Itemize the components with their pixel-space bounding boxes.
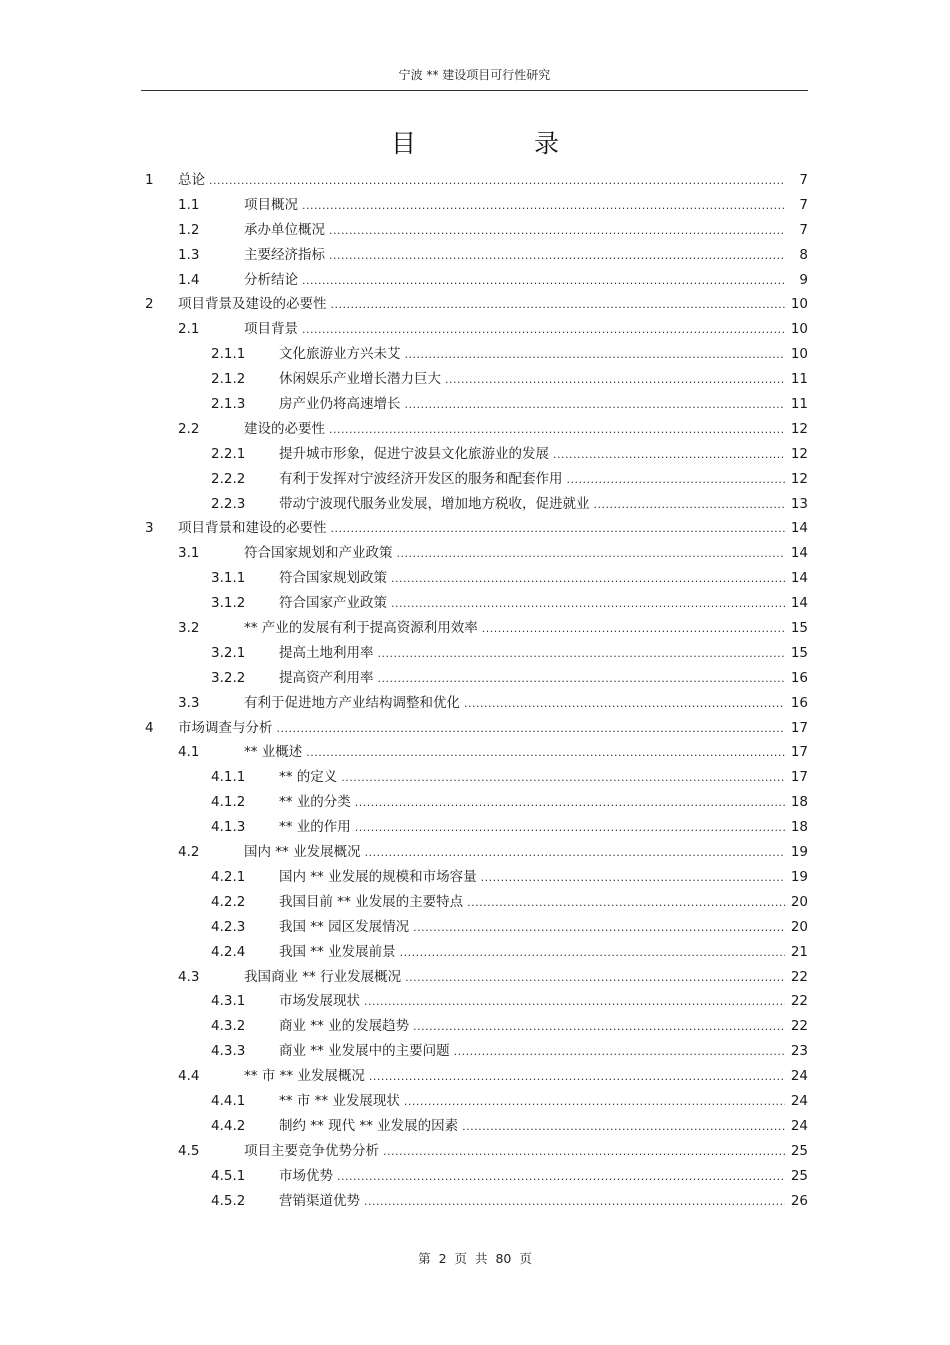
toc-entry-number: 4.2.3 [211, 918, 246, 935]
toc-entry[interactable] [141, 317, 808, 342]
toc-entry-label: ** 业概述 [244, 744, 303, 761]
toc-entry-label: ** 业的作用 [279, 819, 351, 836]
toc-entry-page: 7 [799, 172, 808, 188]
toc-entry-line [244, 243, 808, 269]
toc-entry[interactable] [141, 1164, 808, 1189]
toc-entry-label: 制约 ** 现代 ** 业发展的因素 [279, 1117, 459, 1134]
toc-entry-number: 4.2.1 [211, 868, 246, 885]
toc-entry[interactable] [141, 1189, 808, 1214]
toc-entry-page: 26 [790, 1192, 808, 1209]
toc-entry-page: 8 [799, 246, 808, 263]
dot-leader [277, 717, 786, 742]
dot-leader [378, 667, 786, 692]
toc-entry-page: 11 [790, 371, 808, 388]
dot-leader [331, 293, 786, 318]
dot-leader [329, 244, 785, 269]
toc-entry-number: 4.3.3 [211, 1043, 246, 1060]
dot-leader [413, 1015, 785, 1040]
toc-entry-line [279, 492, 808, 518]
toc-entry-page: 10 [790, 321, 808, 338]
toc-entry[interactable] [141, 467, 808, 492]
toc-entry-label: ** 业的分类 [279, 794, 351, 811]
toc-entry-page: 14 [790, 595, 808, 612]
toc-entry[interactable] [141, 516, 808, 541]
toc-entry-number: 2.1.3 [211, 396, 246, 413]
toc-entry[interactable] [141, 218, 808, 243]
toc-entry-label: 商业 ** 业的发展趋势 [279, 1018, 410, 1035]
toc-entry-line [279, 342, 808, 368]
dot-leader [567, 468, 786, 493]
toc-entry-label: 符合国家产业政策 [279, 595, 387, 612]
toc-entry-label: 符合国家规划和产业政策 [244, 545, 393, 562]
toc-entry[interactable] [141, 890, 808, 915]
toc-entry-page: 20 [790, 918, 808, 935]
toc-entry-page: 16 [790, 669, 808, 686]
table-of-contents [141, 168, 808, 1213]
toc-entry[interactable] [141, 915, 808, 940]
toc-entry-line [279, 442, 808, 468]
dot-leader [302, 194, 785, 219]
toc-entry-page: 18 [790, 794, 808, 811]
toc-entry-label: 建设的必要性 [244, 420, 325, 437]
toc-entry-label: 提高资产利用率 [279, 669, 374, 686]
toc-entry-number: 2 [145, 296, 154, 313]
toc-entry[interactable] [141, 840, 808, 865]
toc-entry-page: 10 [790, 346, 808, 363]
dot-leader [454, 1040, 785, 1065]
dot-leader [594, 493, 786, 518]
toc-entry[interactable] [141, 989, 808, 1014]
toc-entry-page: 22 [790, 993, 808, 1010]
toc-entry-number: 4.4.1 [211, 1092, 246, 1109]
toc-entry-page: 24 [790, 1068, 808, 1085]
toc-entry-label: 项目概况 [244, 196, 298, 213]
toc-entry-page: 16 [790, 694, 808, 711]
toc-entry-page: 20 [790, 893, 808, 910]
toc-entry[interactable] [141, 1064, 808, 1089]
toc-entry-line [279, 566, 808, 592]
toc-entry-page: 10 [790, 296, 808, 313]
toc-entry-label: 市场调查与分析 [178, 719, 273, 736]
toc-entry-number: 4 [145, 719, 154, 736]
toc-entry-number: 2.1 [178, 321, 200, 338]
dot-leader [391, 567, 785, 592]
toc-entry-label: 市场发展现状 [279, 993, 360, 1010]
toc-entry[interactable] [141, 666, 808, 691]
toc-entry-line [279, 1014, 808, 1040]
toc-entry-line [279, 1089, 808, 1115]
toc-entry-label: ** 的定义 [279, 769, 338, 786]
toc-entry[interactable] [141, 1139, 808, 1164]
toc-entry-number: 4.1.2 [211, 794, 246, 811]
toc-entry[interactable] [141, 765, 808, 790]
toc-entry-label: 总论 [178, 172, 205, 188]
toc-entry-page: 17 [790, 744, 808, 761]
toc-entry-label: 带动宁波现代服务业发展，增加地方税收，促进就业 [279, 495, 590, 512]
toc-entry-line [244, 268, 808, 294]
dot-leader [369, 1065, 785, 1090]
toc-entry-line [244, 616, 808, 642]
dot-leader [445, 368, 785, 393]
toc-entry-line [244, 417, 808, 443]
dot-leader [553, 443, 785, 468]
toc-entry-line [178, 716, 808, 742]
toc-entry-number: 4.2.4 [211, 943, 246, 960]
toc-entry-label: 主要经济指标 [244, 246, 325, 263]
toc-entry[interactable] [141, 1114, 808, 1139]
toc-entry-number: 4.2 [178, 844, 200, 861]
toc-entry-line [279, 815, 808, 841]
dot-leader [405, 343, 786, 368]
dot-leader [355, 791, 785, 816]
toc-entry[interactable] [141, 566, 808, 591]
toc-entry-line [244, 1064, 808, 1090]
dot-leader [209, 169, 785, 194]
toc-entry-page: 25 [790, 1142, 808, 1159]
dot-leader [391, 592, 785, 617]
toc-entry[interactable] [141, 1014, 808, 1039]
dot-leader [355, 816, 785, 841]
toc-entry-line [279, 367, 808, 393]
toc-entry-label: 项目背景和建设的必要性 [178, 520, 327, 537]
dot-leader [405, 966, 785, 991]
toc-entry-line [279, 641, 808, 667]
toc-entry-line [178, 292, 808, 318]
toc-entry-page: 25 [790, 1167, 808, 1184]
toc-entry-page: 12 [790, 445, 808, 462]
toc-entry-line [279, 1164, 808, 1190]
page-header: 宁波 ** 建设项目可行性研究 [398, 68, 551, 82]
toc-entry-label: ** 市 ** 业发展现状 [279, 1092, 400, 1109]
toc-entry-page: 22 [790, 1018, 808, 1035]
toc-entry-page: 15 [790, 620, 808, 637]
toc-entry[interactable] [141, 790, 808, 815]
dot-leader [482, 617, 785, 642]
toc-entry-page: 19 [790, 844, 808, 861]
toc-entry-number: 4.4 [178, 1068, 200, 1085]
toc-entry-page: 18 [790, 819, 808, 836]
toc-entry-line [279, 765, 808, 791]
toc-entry-page: 14 [790, 520, 808, 537]
dot-leader [329, 418, 785, 443]
toc-entry-line [244, 840, 808, 866]
toc-entry-page: 22 [790, 968, 808, 985]
toc-entry[interactable] [141, 641, 808, 666]
toc-entry-number: 2.1.2 [211, 371, 246, 388]
toc-entry-page: 21 [790, 943, 808, 960]
toc-entry-number: 4.3.2 [211, 1018, 246, 1035]
toc-entry[interactable] [141, 616, 808, 641]
dot-leader [467, 891, 785, 916]
toc-entry-line [244, 541, 808, 567]
toc-entry-number: 3.1 [178, 545, 200, 562]
toc-entry-line [279, 865, 808, 891]
dot-leader [400, 941, 785, 966]
toc-entry[interactable] [141, 940, 808, 965]
toc-entry-number: 3.3 [178, 694, 200, 711]
toc-entry-line [279, 989, 808, 1015]
toc-entry-label: 有利于促进地方产业结构调整和优化 [244, 694, 460, 711]
dot-leader [364, 990, 785, 1015]
toc-entry-number: 2.2.2 [211, 470, 246, 487]
toc-entry-label: 我国商业 ** 行业发展概况 [244, 968, 402, 985]
toc-entry-line [279, 1039, 808, 1065]
toc-entry-number: 4.5.2 [211, 1192, 246, 1209]
toc-entry-line [178, 516, 808, 542]
toc-entry-label: 项目背景 [244, 321, 298, 338]
dot-leader [383, 1140, 785, 1165]
toc-entry-page: 17 [790, 769, 808, 786]
toc-entry-line [279, 915, 808, 941]
toc-entry[interactable] [141, 815, 808, 840]
toc-entry[interactable] [141, 342, 808, 367]
toc-entry-label: 营销渠道优势 [279, 1192, 360, 1209]
toc-entry-label: ** 产业的发展有利于提高资源利用效率 [244, 620, 478, 637]
dot-leader [337, 1165, 785, 1190]
toc-entry[interactable] [141, 691, 808, 716]
toc-entry-label: 国内 ** 业发展概况 [244, 844, 361, 861]
toc-entry[interactable] [141, 865, 808, 890]
page-footer: 第 2 页 共 80 页 [418, 1251, 532, 1266]
toc-title: 目 录 [391, 129, 614, 158]
toc-entry-line [244, 218, 808, 244]
toc-entry[interactable] [141, 740, 808, 765]
toc-entry-line [178, 168, 808, 194]
toc-entry-line [279, 591, 808, 617]
toc-entry-page: 15 [790, 644, 808, 661]
toc-entry-number: 1.2 [178, 221, 200, 238]
toc-entry-number: 2.2.3 [211, 495, 246, 512]
toc-entry-label: 房产业仍将高速增长 [279, 396, 401, 413]
toc-entry-line [279, 467, 808, 493]
dot-leader [341, 766, 785, 791]
toc-entry-number: 3.2.2 [211, 669, 246, 686]
toc-entry-number: 4.3 [178, 968, 200, 985]
toc-entry-label: 符合国家规划政策 [279, 570, 387, 587]
toc-entry-page: 12 [790, 470, 808, 487]
toc-entry[interactable] [141, 392, 808, 417]
toc-entry-label: 商业 ** 业发展中的主要问题 [279, 1043, 450, 1060]
toc-entry[interactable] [141, 541, 808, 566]
toc-entry-label: 承办单位概况 [244, 221, 325, 238]
toc-entry[interactable] [141, 591, 808, 616]
toc-entry[interactable] [141, 492, 808, 517]
toc-entry-number: 1 [145, 172, 154, 188]
dot-leader [464, 692, 785, 717]
toc-entry-label: 休闲娱乐产业增长潜力巨大 [279, 371, 441, 388]
toc-entry-label: 分析结论 [244, 271, 298, 288]
toc-entry-label: 项目背景及建设的必要性 [178, 296, 327, 313]
toc-entry-number: 3.2 [178, 620, 200, 637]
toc-entry-label: ** 市 ** 业发展概况 [244, 1068, 365, 1085]
toc-entry-number: 3 [145, 520, 154, 537]
toc-entry-label: 我国目前 ** 业发展的主要特点 [279, 893, 464, 910]
toc-entry[interactable] [141, 1039, 808, 1064]
toc-entry-number: 2.2.1 [211, 445, 246, 462]
toc-entry-line [279, 392, 808, 418]
toc-entry-label: 提升城市形象，促进宁波县文化旅游业的发展 [279, 445, 549, 462]
toc-entry[interactable] [141, 292, 808, 317]
dot-leader [413, 916, 785, 941]
toc-entry-line [279, 890, 808, 916]
toc-entry-number: 4.1 [178, 744, 200, 761]
toc-entry-line [244, 965, 808, 991]
dot-leader [306, 741, 785, 766]
toc-entry-page: 11 [790, 396, 808, 413]
toc-entry-label: 我国 ** 业发展前景 [279, 943, 396, 960]
toc-entry-number: 3.1.1 [211, 570, 246, 587]
toc-entry-page: 19 [790, 868, 808, 885]
toc-entry-label: 项目主要竞争优势分析 [244, 1142, 379, 1159]
toc-entry[interactable] [141, 442, 808, 467]
toc-entry[interactable] [141, 193, 808, 218]
toc-entry-number: 2.2 [178, 420, 200, 437]
toc-entry-label: 有利于发挥对宁波经济开发区的服务和配套作用 [279, 470, 563, 487]
toc-entry[interactable] [141, 243, 808, 268]
dot-leader [378, 642, 786, 667]
toc-entry[interactable] [141, 716, 808, 741]
toc-entry[interactable] [141, 417, 808, 442]
dot-leader [364, 1190, 785, 1215]
dot-leader [302, 318, 785, 343]
toc-entry-page: 12 [790, 420, 808, 437]
dot-leader [462, 1115, 785, 1140]
toc-entry-page: 7 [799, 196, 808, 213]
toc-entry-line [279, 790, 808, 816]
dot-leader [302, 269, 785, 294]
toc-entry-page: 24 [790, 1117, 808, 1134]
dot-leader [481, 866, 785, 891]
toc-entry-page: 7 [799, 221, 808, 238]
toc-entry-label: 我国 ** 园区发展情况 [279, 918, 410, 935]
toc-entry-page: 9 [799, 271, 808, 288]
dot-leader [331, 517, 786, 542]
toc-entry-line [279, 1114, 808, 1140]
dot-leader [365, 841, 785, 866]
dot-leader [397, 542, 786, 567]
toc-entry-number: 4.3.1 [211, 993, 246, 1010]
toc-entry[interactable] [141, 965, 808, 990]
toc-entry-line [279, 1189, 808, 1215]
toc-entry-page: 14 [790, 545, 808, 562]
dot-leader [405, 393, 786, 418]
toc-entry[interactable] [141, 367, 808, 392]
toc-entry-number: 2.1.1 [211, 346, 246, 363]
dot-leader [329, 219, 785, 244]
toc-entry-number: 4.4.2 [211, 1117, 246, 1134]
dot-leader [404, 1090, 785, 1115]
toc-entry-number: 1.1 [178, 196, 200, 213]
toc-entry-number: 1.4 [178, 271, 200, 288]
toc-entry[interactable] [141, 1089, 808, 1114]
toc-entry-line [279, 940, 808, 966]
toc-entry-number: 4.2.2 [211, 893, 246, 910]
toc-entry-line [244, 317, 808, 343]
toc-entry-number: 4.1.1 [211, 769, 246, 786]
toc-entry-number: 4.5 [178, 1142, 200, 1159]
toc-entry-line [244, 193, 808, 219]
toc-entry-line [279, 666, 808, 692]
toc-entry-line [244, 1139, 808, 1165]
toc-entry-number: 4.1.3 [211, 819, 246, 836]
toc-entry-page: 13 [790, 495, 808, 512]
toc-entry-line [244, 691, 808, 717]
toc-entry-label: 提高土地利用率 [279, 644, 374, 661]
toc-entry-label: 文化旅游业方兴未艾 [279, 346, 401, 363]
header-rule [141, 90, 808, 91]
toc-entry-number: 4.5.1 [211, 1167, 246, 1184]
toc-entry-page: 17 [790, 719, 808, 736]
toc-entry-label: 国内 ** 业发展的规模和市场容量 [279, 868, 477, 885]
toc-entry-page: 14 [790, 570, 808, 587]
toc-entry-line [244, 740, 808, 766]
toc-entry-number: 3.1.2 [211, 595, 246, 612]
toc-entry-page: 24 [790, 1092, 808, 1109]
toc-entry-page: 23 [790, 1043, 808, 1060]
toc-entry-number: 3.2.1 [211, 644, 246, 661]
toc-entry[interactable] [141, 168, 808, 193]
toc-entry[interactable] [141, 268, 808, 293]
toc-entry-label: 市场优势 [279, 1167, 333, 1184]
toc-entry-number: 1.3 [178, 246, 200, 263]
